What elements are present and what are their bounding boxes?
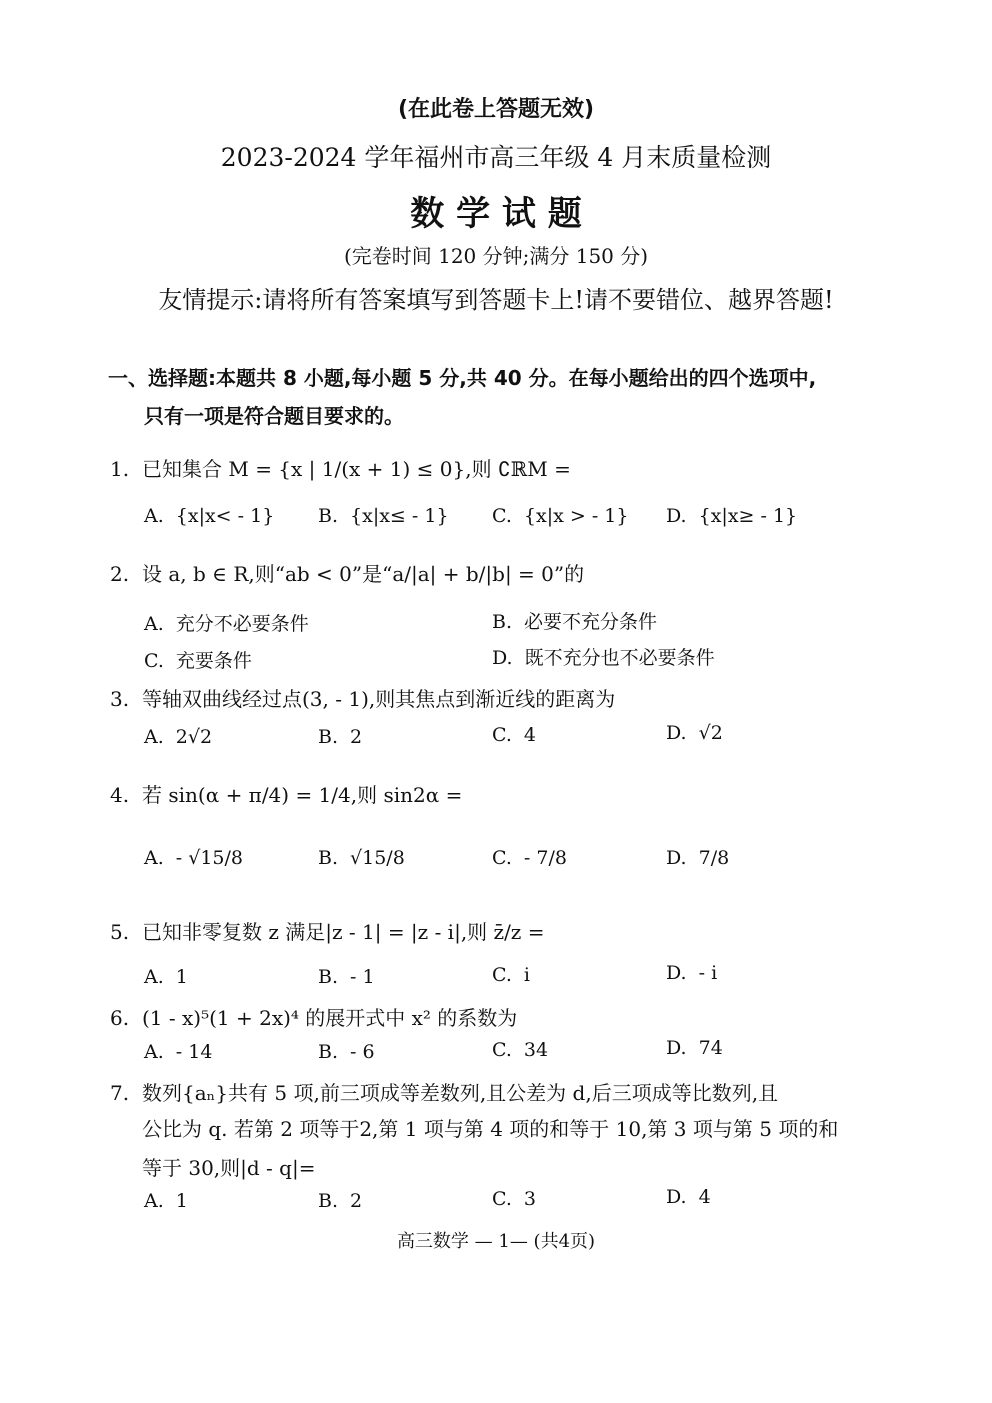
option-c: C. {x|x > - 1}: [492, 505, 629, 527]
option-c: C. 4: [492, 724, 536, 746]
reminder: 友情提示:请将所有答案填写到答题卡上!请不要错位、越界答题!: [158, 286, 834, 314]
option-a: A. 1: [144, 1190, 188, 1212]
question-stem: 若 sin(α + π/4) = 1/4,则 sin2α =: [142, 783, 463, 807]
question-5: [110, 916, 544, 945]
page-footer: 高三数学 — 1— (共4页): [396, 1231, 596, 1252]
option-b: B. 2: [318, 726, 363, 748]
question-stem-line3: 等于 30,则|d - q|=: [142, 1156, 316, 1180]
question-6: [110, 1002, 517, 1031]
question-number: 5.: [110, 920, 130, 944]
question-stem: 已知非零复数 z 满足|z - 1| = |z - i|,则 z̄/z =: [142, 920, 545, 944]
option-a: A. {x|x< - 1}: [144, 505, 275, 527]
question-stem-line2: 公比为 q. 若第 2 项等于2,第 1 项与第 4 项的和等于 10,第 3 项与第 5 项的和: [142, 1117, 839, 1141]
question-3: [110, 683, 615, 712]
question-number: 6.: [110, 1006, 130, 1030]
option-b: B. - 1: [318, 966, 375, 988]
option-b: B. √15/8: [318, 847, 405, 869]
section-title-line1: 一、选择题:本题共 8 小题,每小题 5 分,共 40 分。在每小题给出的四个选项中,: [108, 366, 817, 390]
question-stem: 等轴双曲线经过点(3, - 1),则其焦点到渐近线的距离为: [142, 687, 616, 711]
option-b: B. {x|x≤ - 1}: [318, 505, 449, 527]
question-1: [110, 453, 571, 482]
question-4: [110, 779, 462, 808]
option-b: B. 必要不充分条件: [492, 611, 658, 633]
subject-title: 数 学 试 题: [410, 194, 582, 234]
option-d: D. - i: [666, 962, 718, 984]
question-stem: (1 - x)⁵(1 + 2x)⁴ 的展开式中 x² 的系数为: [142, 1006, 518, 1030]
option-d: D. 74: [666, 1037, 723, 1059]
section-title-line2: 只有一项是符合题目要求的。: [144, 404, 404, 428]
exam-name: 2023-2024 学年福州市高三年级 4 月末质量检测: [220, 143, 772, 172]
notice: (在此卷上答题无效): [397, 97, 595, 122]
question-stem: 已知集合 M = {x | 1/(x + 1) ≤ 0},则 ∁ℝM =: [142, 457, 571, 481]
option-b: B. 2: [318, 1190, 363, 1212]
option-a: A. 2√2: [144, 726, 213, 748]
option-c: C. 34: [492, 1039, 549, 1061]
question-2: [110, 558, 584, 587]
option-b: B. - 6: [318, 1041, 375, 1063]
time-score: (完卷时间 120 分钟;满分 150 分): [343, 244, 649, 268]
question-number: 3.: [110, 687, 130, 711]
option-c: C. i: [492, 964, 530, 986]
question-stem: 设 a, b ∈ R,则“ab < 0”是“a/|a| + b/|b| = 0”的: [142, 562, 585, 586]
question-stem-line1: 数列{aₙ}共有 5 项,前三项成等差数列,且公差为 d,后三项成等比数列,且: [142, 1081, 779, 1105]
question-7: [110, 1077, 778, 1106]
option-c: C. 充要条件: [144, 650, 252, 672]
option-c: C. - 7/8: [492, 847, 567, 869]
option-a: A. - √15/8: [144, 847, 243, 869]
option-a: A. 充分不必要条件: [144, 613, 309, 635]
option-d: D. 既不充分也不必要条件: [492, 647, 715, 669]
option-d: D. 7/8: [666, 847, 730, 869]
question-number: 2.: [110, 562, 130, 586]
option-a: A. 1: [144, 966, 188, 988]
option-a: A. - 14: [144, 1041, 213, 1063]
option-d: D. √2: [666, 722, 723, 744]
option-c: C. 3: [492, 1188, 536, 1210]
option-d: D. 4: [666, 1186, 711, 1208]
question-number: 1.: [110, 457, 130, 481]
option-d: D. {x|x≥ - 1}: [666, 505, 798, 527]
question-number: 4.: [110, 783, 130, 807]
question-number: 7.: [110, 1081, 130, 1105]
